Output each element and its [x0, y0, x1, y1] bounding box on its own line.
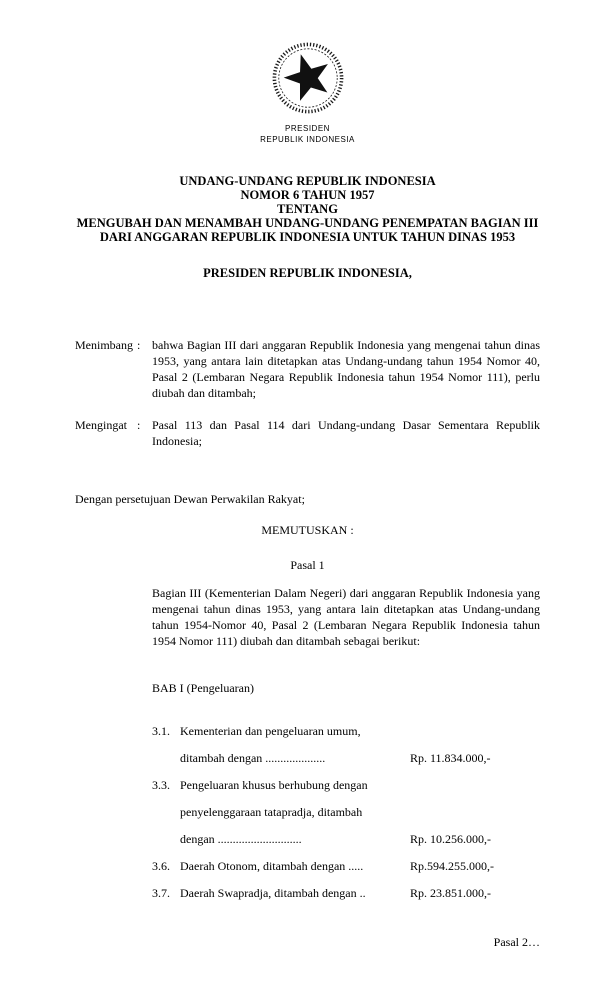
title-block: [75, 174, 540, 244]
item-text: [180, 853, 410, 880]
consideration-colon: :: [137, 418, 141, 432]
state-star-emblem-svg: [268, 38, 348, 118]
pasal-1-body: Bagian III (Kementerian Dalam Negeri) dari anggaran Republik Indonesia yang mengenai tahun dinas 1953, yang antara lain ditetapkan atas Undang-undang tahun 1954-Nomor 40, Pasal 2 (Lembaran Negara Republik Indonesia tahun 1954 Nomor 111) diubah dan ditambah sebagai berikut:: [152, 586, 540, 648]
consideration-mengingat: [75, 417, 540, 449]
item-text: [180, 772, 410, 853]
consideration-colon: :: [137, 338, 141, 352]
salutation: PRESIDEN REPUBLIK INDONESIA,: [203, 266, 412, 280]
consideration-menimbang: [75, 337, 540, 401]
letterhead: [75, 38, 540, 144]
title-line-1: UNDANG-UNDANG REPUBLIK INDONESIA: [179, 174, 436, 188]
consideration-text: bahwa Bagian III dari anggaran Republik Indonesia yang mengenai tahun dinas 1953, yang antara lain ditetapkan atas Undang-undang tahun 1954 Nomor 40, Pasal 2 (Lembaran Negara Republik Indonesia tahun 1954 Nomor 111), perlu diubah dan ditambah;: [152, 338, 540, 400]
title-line-3: TENTANG: [277, 202, 338, 216]
item-number: 3.3.: [152, 778, 170, 792]
item-line: penyelenggaraan tatapradja, ditambah: [180, 805, 363, 819]
item-line: Kementerian dan pengeluaran umum,: [180, 724, 361, 738]
item-text: [180, 718, 410, 772]
bab-1-heading: BAB I (Pengeluaran): [152, 681, 254, 695]
title-line-4: MENGUBAH DAN MENAMBAH UNDANG-UNDANG PENEMPATAN BAGIAN III DARI ANGGARAN REPUBLIK INDONESIA UNTUK TAHUN DINAS 1953: [76, 216, 539, 244]
state-star-emblem-icon: [268, 38, 348, 118]
item-number: 3.1.: [152, 724, 170, 738]
letterhead-republik-label: REPUBLIK INDONESIA: [260, 135, 355, 144]
item-amount: Rp. 10.256.000,-: [410, 832, 491, 846]
pasal-1-heading: Pasal 1: [290, 558, 325, 572]
item-line: dengan ............................: [180, 832, 302, 846]
item-text: [180, 880, 410, 907]
item-line: Pengeluaran khusus berhubung dengan: [180, 778, 368, 792]
budget-items-list: [152, 718, 540, 907]
consideration-text: Pasal 113 dan Pasal 114 dari Undang-undang Dasar Sementara Republik Indonesia;: [152, 418, 540, 448]
budget-item: [152, 880, 540, 907]
consideration-label: Menimbang: [75, 338, 133, 352]
consideration-label: Mengingat: [75, 418, 127, 432]
item-amount: Rp. 11.834.000,-: [410, 751, 491, 765]
budget-item: [152, 853, 540, 880]
item-line: ditambah dengan ....................: [180, 751, 326, 765]
item-amount: Rp. 23.851.000,-: [410, 886, 491, 900]
agreement-line: Dengan persetujuan Dewan Perwakilan Rakyat;: [75, 492, 305, 506]
item-number: 3.7.: [152, 886, 170, 900]
item-line: Daerah Swapradja, ditambah dengan ..: [180, 886, 366, 900]
page-continuation-note: Pasal 2…: [493, 935, 540, 949]
budget-item: [152, 772, 540, 853]
letterhead-presiden-label: PRESIDEN: [285, 124, 330, 133]
budget-item: [152, 718, 540, 772]
item-amount: Rp.594.255.000,-: [410, 859, 494, 873]
item-line: Daerah Otonom, ditambah dengan .....: [180, 859, 364, 873]
considerations-section: [75, 337, 540, 449]
decision-heading: MEMUTUSKAN :: [261, 523, 354, 537]
item-number: 3.6.: [152, 859, 170, 873]
title-line-2: NOMOR 6 TAHUN 1957: [240, 188, 375, 202]
